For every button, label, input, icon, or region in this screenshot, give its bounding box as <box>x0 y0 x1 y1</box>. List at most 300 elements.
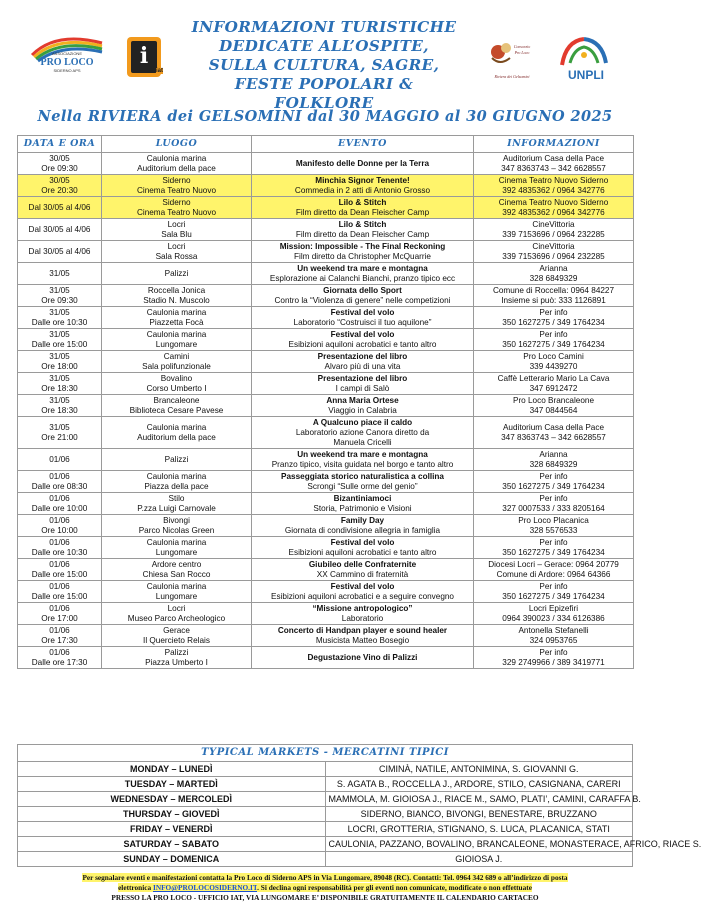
cell-line: 31/05 <box>49 351 70 361</box>
cell-line: Dalle ore 10:00 <box>31 503 88 513</box>
event-info-cell <box>474 241 634 263</box>
cell-line: Commedia in 2 atti di Antonio Grosso <box>294 185 431 195</box>
event-row <box>18 285 634 307</box>
cell-line: Dalle ore 15:00 <box>31 339 88 349</box>
event-place-cell <box>102 581 252 603</box>
cell-line: Bivongi <box>163 515 190 525</box>
cell-line: I campi di Salò <box>335 383 390 393</box>
cell-line: Dalle ore 17:30 <box>31 657 88 667</box>
event-title: A Qualcuno piace il caldo <box>312 417 413 427</box>
cell-line: 01/06 <box>49 647 70 657</box>
cell-line: Comune di Ardore: 0964 64366 <box>496 569 611 579</box>
event-title: Anna Maria Ortese <box>326 395 399 405</box>
event-description-cell <box>252 329 474 351</box>
event-description-cell <box>252 175 474 197</box>
cell-line: Ore 18:30 <box>41 405 78 415</box>
cell-line: Museo Parco Archeologico <box>127 613 226 623</box>
market-row <box>18 807 633 822</box>
event-row <box>18 373 634 395</box>
cell-line: Storia, Patrimonio e Visioni <box>313 503 412 513</box>
cell-line: Caulonia marina <box>146 153 207 163</box>
cell-line: Manuela Cricelli <box>333 437 392 447</box>
cell-line: Cinema Teatro Nuovo <box>136 185 217 195</box>
market-towns: LOCRI, GROTTERIA, STIGNANO, S. LUCA, PLACANICA, STATI <box>325 822 633 837</box>
event-info-cell <box>474 197 634 219</box>
event-description-cell <box>252 471 474 493</box>
cell-line: 392 4835362 / 0964 342776 <box>502 207 605 217</box>
cell-line: Camini <box>163 351 190 361</box>
event-row <box>18 329 634 351</box>
event-info-cell <box>474 153 634 175</box>
event-date-cell <box>18 417 102 449</box>
proloco-siderno-logo <box>26 33 108 77</box>
event-description-cell <box>252 351 474 373</box>
event-date-cell <box>18 515 102 537</box>
cell-line: 30/05 <box>49 175 70 185</box>
cell-line: Siderno <box>162 197 191 207</box>
footer-line-2a: elettronica <box>118 883 153 892</box>
cell-line: 01/06 <box>49 625 70 635</box>
cell-line: 350 1627275 / 349 1764234 <box>502 339 605 349</box>
unpli-logo-text: UNPLI <box>568 68 604 82</box>
event-place-cell <box>102 263 252 285</box>
event-description-cell <box>252 537 474 559</box>
event-place-cell <box>102 285 252 307</box>
proloco-logo-line2: PRO LOCO <box>40 57 94 68</box>
cell-line: Ore 10:00 <box>41 525 78 535</box>
cell-line: Pro Loco Camini <box>523 351 584 361</box>
cell-line: 347 8363743 – 342 6628557 <box>501 163 606 173</box>
cell-line: Esplorazione ai Calanchi Bianchi, pranzo tipico ecc <box>269 273 456 283</box>
market-towns: SIDERNO, BIANCO, BIVONGI, BENESTARE, BRUZZANO <box>325 807 633 822</box>
cell-line: Caulonia marina <box>146 537 207 547</box>
event-row <box>18 537 634 559</box>
markets-title: TYPICAL MARKETS - MERCATINI TIPICI <box>18 745 633 762</box>
cell-line: Locri <box>167 219 186 229</box>
event-info-cell <box>474 395 634 417</box>
cell-line: Il Quercieto Relais <box>143 635 210 645</box>
cell-line: 339 7153696 / 0964 232285 <box>502 229 605 239</box>
event-info-cell <box>474 263 634 285</box>
event-date-cell <box>18 153 102 175</box>
event-date-cell <box>18 329 102 351</box>
event-info-cell <box>474 373 634 395</box>
event-place-cell <box>102 515 252 537</box>
event-title: Family Day <box>340 515 385 525</box>
cell-line: Dalle ore 15:00 <box>31 591 88 601</box>
cell-line: XX Cammino di fraternità <box>316 569 409 579</box>
col-header-date: DATA E ORA <box>18 136 102 153</box>
event-description-cell <box>252 493 474 515</box>
cell-line: Roccella Jonica <box>147 285 206 295</box>
event-description-cell <box>252 285 474 307</box>
cell-line: Lungomare <box>155 547 198 557</box>
event-row <box>18 307 634 329</box>
iat-logo-tag: iat <box>155 68 163 74</box>
event-row <box>18 175 634 197</box>
cell-line: Cinema Teatro Nuovo Siderno <box>498 175 609 185</box>
event-title: Concerto di Handpan player e sound healer <box>277 625 448 635</box>
event-place-cell <box>102 241 252 263</box>
cell-line: Ore 20:30 <box>41 185 78 195</box>
cell-line: 30/05 <box>49 153 70 163</box>
event-description-cell <box>252 449 474 471</box>
cell-line: Palizzi <box>164 454 189 464</box>
cell-line: Biblioteca Cesare Pavese <box>129 405 224 415</box>
event-row <box>18 197 634 219</box>
event-date-cell <box>18 373 102 395</box>
cell-line: Dal 30/05 al 4/06 <box>28 202 91 212</box>
cell-line: 01/06 <box>49 493 70 503</box>
event-description-cell <box>252 263 474 285</box>
cell-line: Contro la “Violenza di genere” nelle competizioni <box>274 295 451 305</box>
event-row <box>18 603 634 625</box>
title-line-1: INFORMAZIONI TURISTICHE <box>191 18 457 36</box>
cell-line: Ore 17:30 <box>41 635 78 645</box>
cell-line: 31/05 <box>49 373 70 383</box>
event-row <box>18 471 634 493</box>
event-row <box>18 219 634 241</box>
event-date-cell <box>18 175 102 197</box>
event-place-cell <box>102 493 252 515</box>
event-date-cell <box>18 537 102 559</box>
cell-line: Dalle ore 08:30 <box>31 481 88 491</box>
cell-line: Ore 09:30 <box>41 295 78 305</box>
cell-line: Piazza Umberto I <box>145 657 208 667</box>
event-row <box>18 625 634 647</box>
cell-line: 339 4439270 <box>529 361 578 371</box>
unpli-logo <box>552 33 616 85</box>
cell-line: Esibizioni aquiloni acrobatici e a seguire convegno <box>271 591 454 601</box>
cell-line: 01/06 <box>49 537 70 547</box>
cell-line: 350 1627275 / 349 1764234 <box>502 591 605 601</box>
cell-line: 31/05 <box>49 329 70 339</box>
event-place-cell <box>102 219 252 241</box>
cell-line: Per info <box>539 647 568 657</box>
cell-line: Locri <box>167 241 186 251</box>
cell-line: Per info <box>539 307 568 317</box>
event-info-cell <box>474 351 634 373</box>
cell-line: Per info <box>539 493 568 503</box>
page-header <box>0 0 650 125</box>
cell-line: 01/06 <box>49 454 70 464</box>
event-date-cell <box>18 603 102 625</box>
cell-line: Sala polifunzionale <box>142 361 211 371</box>
title-line-2: DEDICATE ALL’OSPITE, <box>219 37 429 55</box>
cell-line: 31/05 <box>49 307 70 317</box>
cell-line: Comune di Roccella: 0964 84227 <box>492 285 615 295</box>
event-date-cell <box>18 559 102 581</box>
event-place-cell <box>102 373 252 395</box>
cell-line: Dal 30/05 al 4/06 <box>28 224 91 234</box>
event-date-cell <box>18 581 102 603</box>
cell-line: Bovalino <box>160 373 193 383</box>
cell-line: Sala Rossa <box>155 251 198 261</box>
event-place-cell <box>102 417 252 449</box>
cell-line: 329 2749966 / 389 3419771 <box>502 657 605 667</box>
cell-line: 31/05 <box>49 395 70 405</box>
cell-line: Laboratorio <box>341 613 384 623</box>
event-date-cell <box>18 219 102 241</box>
proloco-logo-line3: SIDERNO APS <box>53 68 81 73</box>
cell-line: Locri <box>167 603 186 613</box>
cell-line: Palizzi <box>164 268 189 278</box>
cell-line: Lungomare <box>155 339 198 349</box>
title-line-4: FESTE POPOLARI & FOLKLORE <box>234 75 414 112</box>
markets-table-body <box>18 762 701 867</box>
cell-line: Film diretto da Christopher McQuarrie <box>294 251 431 261</box>
event-info-cell <box>474 449 634 471</box>
cell-line: Per info <box>539 581 568 591</box>
event-info-cell <box>474 581 634 603</box>
event-description-cell <box>252 241 474 263</box>
event-title: Festival del volo <box>330 307 395 317</box>
market-row <box>18 777 633 792</box>
event-row <box>18 395 634 417</box>
cell-line: CineVittoria <box>532 219 575 229</box>
cell-line: 31/05 <box>49 422 70 432</box>
cell-line: 328 6849329 <box>529 273 578 283</box>
cell-line: Stilo <box>168 493 185 503</box>
cell-line: 347 0844564 <box>529 405 578 415</box>
market-day: MONDAY – LUNEDÌ <box>18 762 326 777</box>
events-table-header <box>18 136 634 153</box>
title-line-3: SULLA CULTURA, SAGRE, <box>208 56 440 74</box>
event-description-cell <box>252 219 474 241</box>
cell-line: Arianna <box>539 263 568 273</box>
event-date-cell <box>18 647 102 669</box>
event-title: Un weekend tra mare e montagna <box>297 263 428 273</box>
event-place-cell <box>102 603 252 625</box>
event-info-cell <box>474 603 634 625</box>
event-info-cell <box>474 515 634 537</box>
cell-line: Auditorium Casa della Pace <box>502 153 605 163</box>
cell-line: 350 1627275 / 349 1764234 <box>502 317 605 327</box>
event-description-cell <box>252 581 474 603</box>
event-info-cell <box>474 493 634 515</box>
event-title: Minchia Signor Tenente! <box>315 175 410 185</box>
cell-line: Siderno <box>162 175 191 185</box>
event-description-cell <box>252 395 474 417</box>
page-subtitle: Nella RIVIERA dei GELSOMINI dal 30 MAGGIO al 30 GIUGNO 2025 <box>37 108 613 125</box>
cell-line: Pro Loco Brancaleone <box>512 395 595 405</box>
cell-line: Viaggio in Calabria <box>328 405 397 415</box>
event-date-cell <box>18 449 102 471</box>
col-header-place: LUOGO <box>102 136 252 153</box>
market-day: THURSDAY – GIOVEDÌ <box>18 807 326 822</box>
market-day: SATURDAY – SABATO <box>18 837 326 852</box>
cell-line: Cinema Teatro Nuovo <box>136 207 217 217</box>
footer-email-link[interactable]: INFO@PROLOCOSIDERNO.IT <box>152 883 258 892</box>
cell-line: Scrongi “Sulle orme del genio” <box>307 481 418 491</box>
event-date-cell <box>18 285 102 307</box>
event-title: Presentazione del libro <box>317 351 408 361</box>
event-info-cell <box>474 219 634 241</box>
event-row <box>18 351 634 373</box>
event-title: Manifesto delle Donne per la Terra <box>295 158 430 168</box>
event-row <box>18 449 634 471</box>
cell-line: 31/05 <box>49 285 70 295</box>
cell-line: Alvaro più di una vita <box>324 361 401 371</box>
event-description-cell <box>252 625 474 647</box>
cell-line: Ore 17:00 <box>41 613 78 623</box>
event-row <box>18 647 634 669</box>
market-towns: MAMMOLA, M. GIOIOSA J., RIACE M., SAMO, PLATI’, CAMINI, CARAFFA B. <box>325 792 633 807</box>
cell-line: 328 5576533 <box>529 525 578 535</box>
cell-line: Dal 30/05 al 4/06 <box>28 246 91 256</box>
consorzio-logo-line3: Riviera dei Gelsomini <box>494 74 530 79</box>
cell-line: Auditorium Casa della Pace <box>502 422 605 432</box>
event-description-cell <box>252 307 474 329</box>
iat-logo-letter: i <box>131 41 157 73</box>
cell-line: Esibizioni aquiloni acrobatici e tanto altro <box>288 547 437 557</box>
cell-line: 339 7153696 / 0964 232285 <box>502 251 605 261</box>
event-title: Giubileo delle Confraternite <box>308 559 417 569</box>
cell-line: Per info <box>539 329 568 339</box>
market-towns: CAULONIA, PAZZANO, BOVALINO, BRANCALEONE, MONASTERACE, AFRICO, RIACE S. <box>325 837 633 852</box>
event-place-cell <box>102 559 252 581</box>
cell-line: 350 1627275 / 349 1764234 <box>502 481 605 491</box>
cell-line: Caulonia marina <box>146 581 207 591</box>
cell-line: 392 4835362 / 0964 342776 <box>502 185 605 195</box>
cell-line: Brancaleone <box>153 395 200 405</box>
market-row <box>18 852 633 867</box>
markets-table <box>17 744 701 867</box>
cell-line: Caffè Letterario Mario La Cava <box>497 373 610 383</box>
cell-line: 01/06 <box>49 471 70 481</box>
cell-line: Piazza della pace <box>144 481 209 491</box>
event-date-cell <box>18 263 102 285</box>
cell-line: Auditorium della pace <box>137 163 216 173</box>
cell-line: Caulonia marina <box>146 329 207 339</box>
event-description-cell <box>252 197 474 219</box>
event-title: Lilo & Stitch <box>338 197 387 207</box>
market-day: WEDNESDAY – MERCOLEDÌ <box>18 792 326 807</box>
cell-line: Chiesa San Rocco <box>142 569 211 579</box>
cell-line: Giornata di condivisione allegria in famiglia <box>284 525 441 535</box>
event-row <box>18 581 634 603</box>
cell-line: 0964 390023 / 334 6126386 <box>502 613 605 623</box>
events-table-body <box>18 153 634 669</box>
cell-line: Stadio N. Muscolo <box>143 295 210 305</box>
event-place-cell <box>102 329 252 351</box>
event-place-cell <box>102 307 252 329</box>
event-title: “Missione antropologico” <box>312 603 413 613</box>
event-title: Bizantiniamoci <box>333 493 392 503</box>
col-header-event: EVENTO <box>252 136 474 153</box>
event-row <box>18 515 634 537</box>
cell-line: Pro Loco Placanica <box>518 515 589 525</box>
event-title: Passeggiata storico naturalistica a collina <box>281 471 444 481</box>
cell-line: Piazzetta Focà <box>149 317 204 327</box>
event-title: Mission: Impossible - The Final Reckoning <box>279 241 446 251</box>
event-date-cell <box>18 197 102 219</box>
event-description-cell <box>252 559 474 581</box>
cell-line: 01/06 <box>49 603 70 613</box>
event-date-cell <box>18 493 102 515</box>
event-place-cell <box>102 537 252 559</box>
event-title: Lilo & Stitch <box>338 219 387 229</box>
event-info-cell <box>474 471 634 493</box>
cell-line: Dalle ore 10:30 <box>31 547 88 557</box>
proloco-logo-line1: ASSOCIAZIONE <box>51 51 83 56</box>
cell-line: Antonella Stefanelli <box>518 625 589 635</box>
cell-line: Per info <box>539 537 568 547</box>
cell-line: Ardore centro <box>151 559 202 569</box>
cell-line: Diocesi Locri – Gerace: 0964 20779 <box>488 559 619 569</box>
cell-line: 327 0007533 / 333 8205164 <box>502 503 605 513</box>
event-title: Giornata dello Sport <box>323 285 402 295</box>
event-description-cell <box>252 515 474 537</box>
event-info-cell <box>474 329 634 351</box>
event-place-cell <box>102 647 252 669</box>
market-row <box>18 822 633 837</box>
event-place-cell <box>102 395 252 417</box>
cell-line: Film diretto da Dean Fleischer Camp <box>295 229 430 239</box>
cell-line: Caulonia marina <box>146 422 207 432</box>
event-info-cell <box>474 285 634 307</box>
cell-line: 01/06 <box>49 515 70 525</box>
market-row <box>18 792 633 807</box>
market-towns: S. AGATA B., ROCCELLA J., ARDORE, STILO, CASIGNANA, CARERI <box>325 777 633 792</box>
col-header-info: INFORMAZIONI <box>474 136 634 153</box>
cell-line: Pranzo tipico, visita guidata nel borgo e tanto altro <box>271 459 454 469</box>
event-description-cell <box>252 417 474 449</box>
cell-line: Corso Umberto I <box>146 383 207 393</box>
event-place-cell <box>102 449 252 471</box>
cell-line: 328 6849329 <box>529 459 578 469</box>
event-row <box>18 559 634 581</box>
event-description-cell <box>252 373 474 395</box>
event-description-cell <box>252 153 474 175</box>
cell-line: Gerace <box>163 625 190 635</box>
cell-line: Parco Nicolas Green <box>138 525 215 535</box>
footer-notice <box>17 873 633 903</box>
event-info-cell <box>474 537 634 559</box>
event-date-cell <box>18 351 102 373</box>
event-date-cell <box>18 471 102 493</box>
event-date-cell <box>18 241 102 263</box>
cell-line: Sala Blu <box>161 229 192 239</box>
cell-line: Ore 09:30 <box>41 163 78 173</box>
market-day: FRIDAY – VENERDÌ <box>18 822 326 837</box>
cell-line: CineVittoria <box>532 241 575 251</box>
market-towns: CIMINÀ, NATILE, ANTONIMINA, S. GIOVANNI G. <box>325 762 633 777</box>
cell-line: Auditorium della pace <box>137 432 216 442</box>
event-place-cell <box>102 351 252 373</box>
market-towns: GIOIOSA J. <box>325 852 633 867</box>
event-info-cell <box>474 625 634 647</box>
event-row <box>18 493 634 515</box>
event-info-cell <box>474 417 634 449</box>
market-row <box>18 837 633 852</box>
market-row <box>18 762 633 777</box>
event-row <box>18 241 634 263</box>
event-info-cell <box>474 307 634 329</box>
cell-line: 347 6912472 <box>529 383 578 393</box>
event-title: Festival del volo <box>330 581 395 591</box>
event-info-cell <box>474 175 634 197</box>
cell-line: Film diretto da Dean Fleischer Camp <box>295 207 430 217</box>
event-title: Festival del volo <box>330 329 395 339</box>
cell-line: Esibizioni aquiloni acrobatici e tanto altro <box>288 339 437 349</box>
cell-line: Arianna <box>539 449 568 459</box>
cell-line: 350 1627275 / 349 1764234 <box>502 547 605 557</box>
cell-line: Locri Epizefiri <box>528 603 579 613</box>
market-day: SUNDAY – DOMENICA <box>18 852 326 867</box>
event-place-cell <box>102 197 252 219</box>
event-info-cell <box>474 647 634 669</box>
